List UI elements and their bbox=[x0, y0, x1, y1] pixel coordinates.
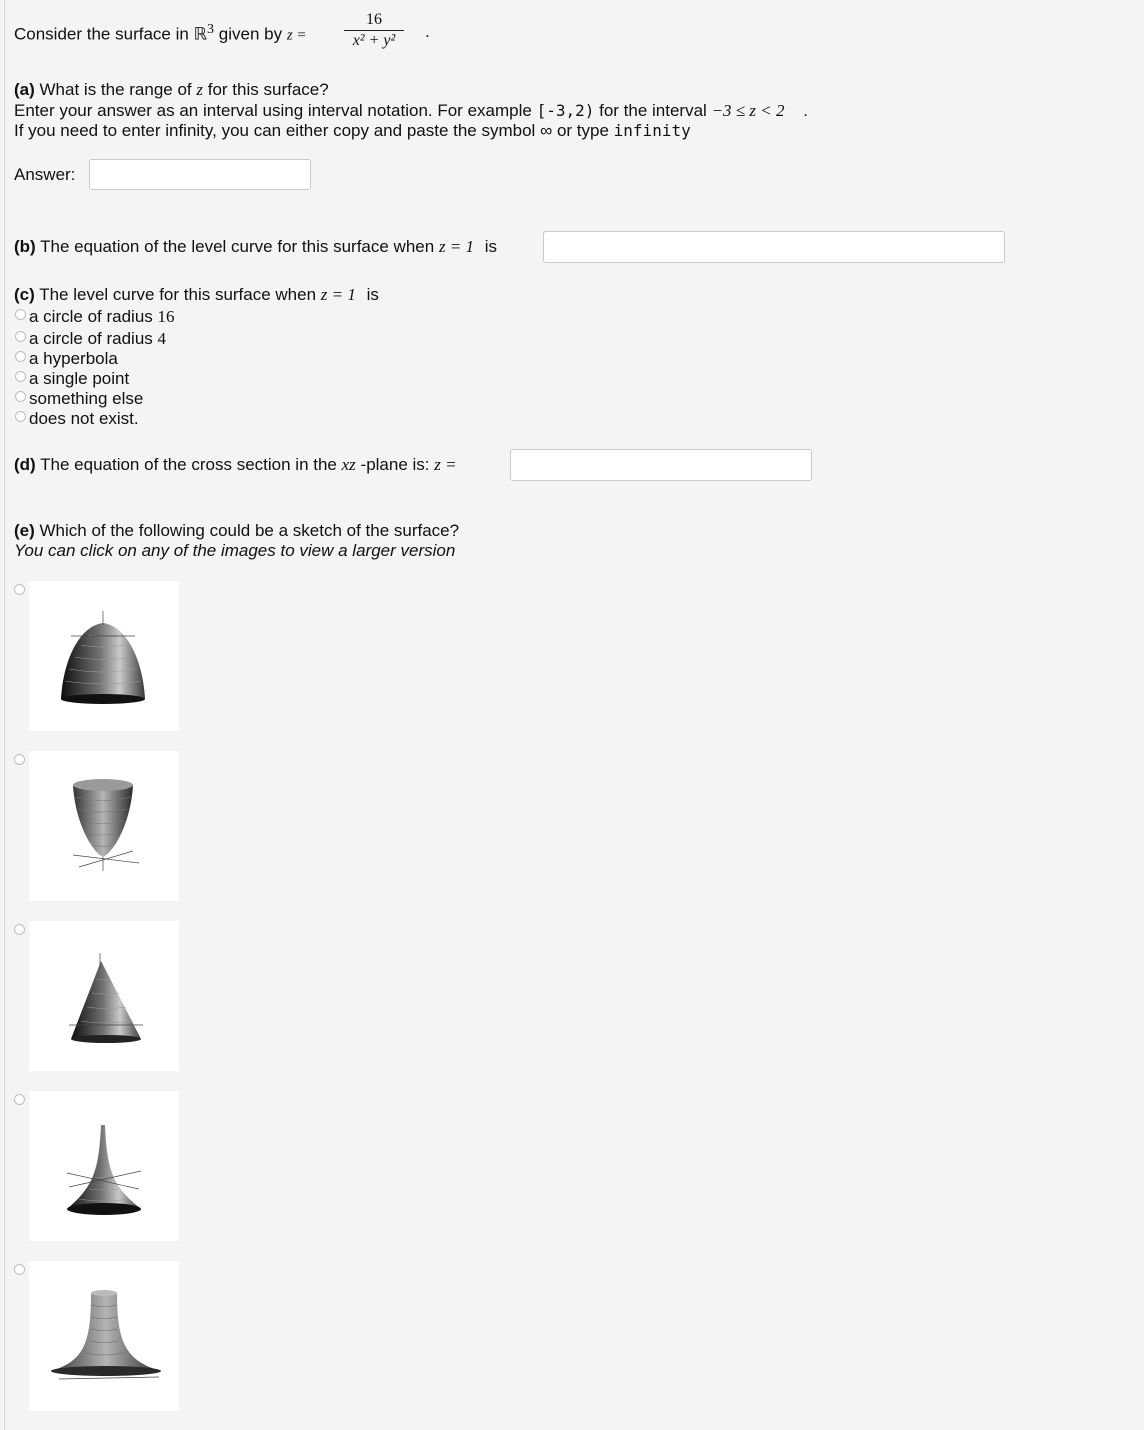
part-b-answer-input[interactable] bbox=[543, 231, 1005, 263]
part-a-label: (a) bbox=[14, 80, 35, 99]
intro-prefix: Consider the surface in bbox=[14, 24, 189, 44]
part-c-text-pre: The level curve for this surface when bbox=[39, 285, 317, 304]
part-c-question bbox=[14, 285, 379, 305]
part-a-z: z bbox=[196, 80, 204, 99]
intro-text bbox=[14, 22, 307, 45]
infinity-symbol: ∞ bbox=[540, 121, 553, 140]
part-d-text-post: -plane is: bbox=[360, 455, 430, 474]
option-label: something else bbox=[29, 389, 144, 408]
sketch-radio[interactable] bbox=[14, 1094, 25, 1105]
example-interval-code: [-3,2) bbox=[536, 101, 595, 120]
spike-surface-icon bbox=[29, 1091, 179, 1241]
option-radio[interactable] bbox=[15, 411, 26, 422]
part-a-instr1-pre: Enter your answer as an interval using interval notation. For example bbox=[14, 101, 532, 120]
part-a-question-pre: What is the range of bbox=[39, 80, 192, 99]
part-b-text-pre: The equation of the level curve for this surface when bbox=[40, 237, 435, 256]
option-radio[interactable] bbox=[15, 391, 26, 402]
option-label bbox=[29, 307, 175, 327]
option-radio[interactable] bbox=[15, 351, 26, 362]
part-d-question bbox=[14, 455, 457, 475]
part-b-text-post: is bbox=[484, 237, 498, 256]
option-radio[interactable] bbox=[15, 331, 26, 342]
left-border bbox=[4, 0, 5, 1430]
option-label bbox=[29, 329, 166, 349]
part-a-question bbox=[14, 80, 329, 100]
sketch-image[interactable] bbox=[29, 581, 179, 731]
part-d-text-pre: The equation of the cross section in the bbox=[40, 455, 337, 474]
sketch-image[interactable] bbox=[29, 1091, 179, 1241]
space-exponent: 3 bbox=[207, 22, 215, 37]
part-a-instr2-mid: or type bbox=[556, 121, 609, 140]
sketch-radio[interactable] bbox=[14, 584, 25, 595]
intro-fraction bbox=[342, 10, 406, 51]
sketch-image[interactable] bbox=[29, 921, 179, 1071]
option-label: does not exist. bbox=[29, 409, 139, 428]
part-a-instr1-end: . bbox=[803, 101, 808, 120]
sketch-image[interactable] bbox=[29, 1261, 179, 1411]
cone-surface-icon bbox=[29, 921, 179, 1071]
part-a-instr1-mid: for the interval bbox=[599, 101, 707, 120]
part-c-math: z = 1 bbox=[320, 285, 356, 304]
option-label: a hyperbola bbox=[29, 349, 118, 368]
option-math: 4 bbox=[157, 329, 167, 348]
part-b-label: (b) bbox=[14, 237, 36, 256]
option-text: a circle of radius bbox=[29, 329, 153, 348]
part-e-question-text: Which of the following could be a sketch of the surface? bbox=[39, 521, 460, 540]
part-a-instruction-2 bbox=[14, 121, 691, 141]
option-radio[interactable] bbox=[15, 371, 26, 382]
part-b-math: z = 1 bbox=[438, 237, 475, 256]
part-e-label: (e) bbox=[14, 521, 35, 540]
dome-surface-icon bbox=[29, 581, 179, 731]
tower-surface-icon bbox=[29, 1261, 179, 1411]
part-e-hint: You can click on any of the images to view a larger version bbox=[14, 541, 456, 560]
part-e-question bbox=[14, 521, 459, 541]
sketch-image[interactable] bbox=[29, 751, 179, 901]
option-text: a circle of radius bbox=[29, 307, 153, 326]
sketch-radio[interactable] bbox=[14, 924, 25, 935]
intro-z-eq: z = bbox=[286, 27, 307, 44]
part-a-instruction-1 bbox=[14, 101, 808, 121]
intro-period: . bbox=[425, 22, 430, 41]
part-d-answer-input[interactable] bbox=[510, 449, 812, 481]
part-c-label: (c) bbox=[14, 285, 35, 304]
space-symbol: ℝ bbox=[193, 24, 208, 44]
fraction-numerator: 16 bbox=[366, 11, 382, 28]
intro-given-by: given by bbox=[218, 24, 283, 44]
example-interval-math: −3 ≤ z < 2 bbox=[711, 101, 785, 120]
answer-label: Answer: bbox=[14, 165, 76, 184]
fraction-denominator: x² + y² bbox=[352, 32, 396, 49]
part-d-label: (d) bbox=[14, 455, 36, 474]
part-a-question-post: for this surface? bbox=[207, 80, 329, 99]
part-d-math: z = bbox=[434, 455, 457, 474]
part-d-plane: xz bbox=[341, 455, 356, 474]
part-c-text-post: is bbox=[366, 285, 379, 304]
bowl-surface-icon bbox=[29, 751, 179, 901]
option-math: 16 bbox=[157, 307, 175, 326]
option-radio[interactable] bbox=[15, 309, 26, 320]
part-a-instr2-pre: If you need to enter infinity, you can either copy and paste the symbol bbox=[14, 121, 536, 140]
sketch-radio[interactable] bbox=[14, 1264, 25, 1275]
infinity-code: infinity bbox=[613, 121, 691, 140]
part-b-question bbox=[14, 237, 497, 257]
part-a-answer-input[interactable] bbox=[89, 159, 311, 190]
sketch-radio[interactable] bbox=[14, 754, 25, 765]
option-label: a single point bbox=[29, 369, 130, 388]
